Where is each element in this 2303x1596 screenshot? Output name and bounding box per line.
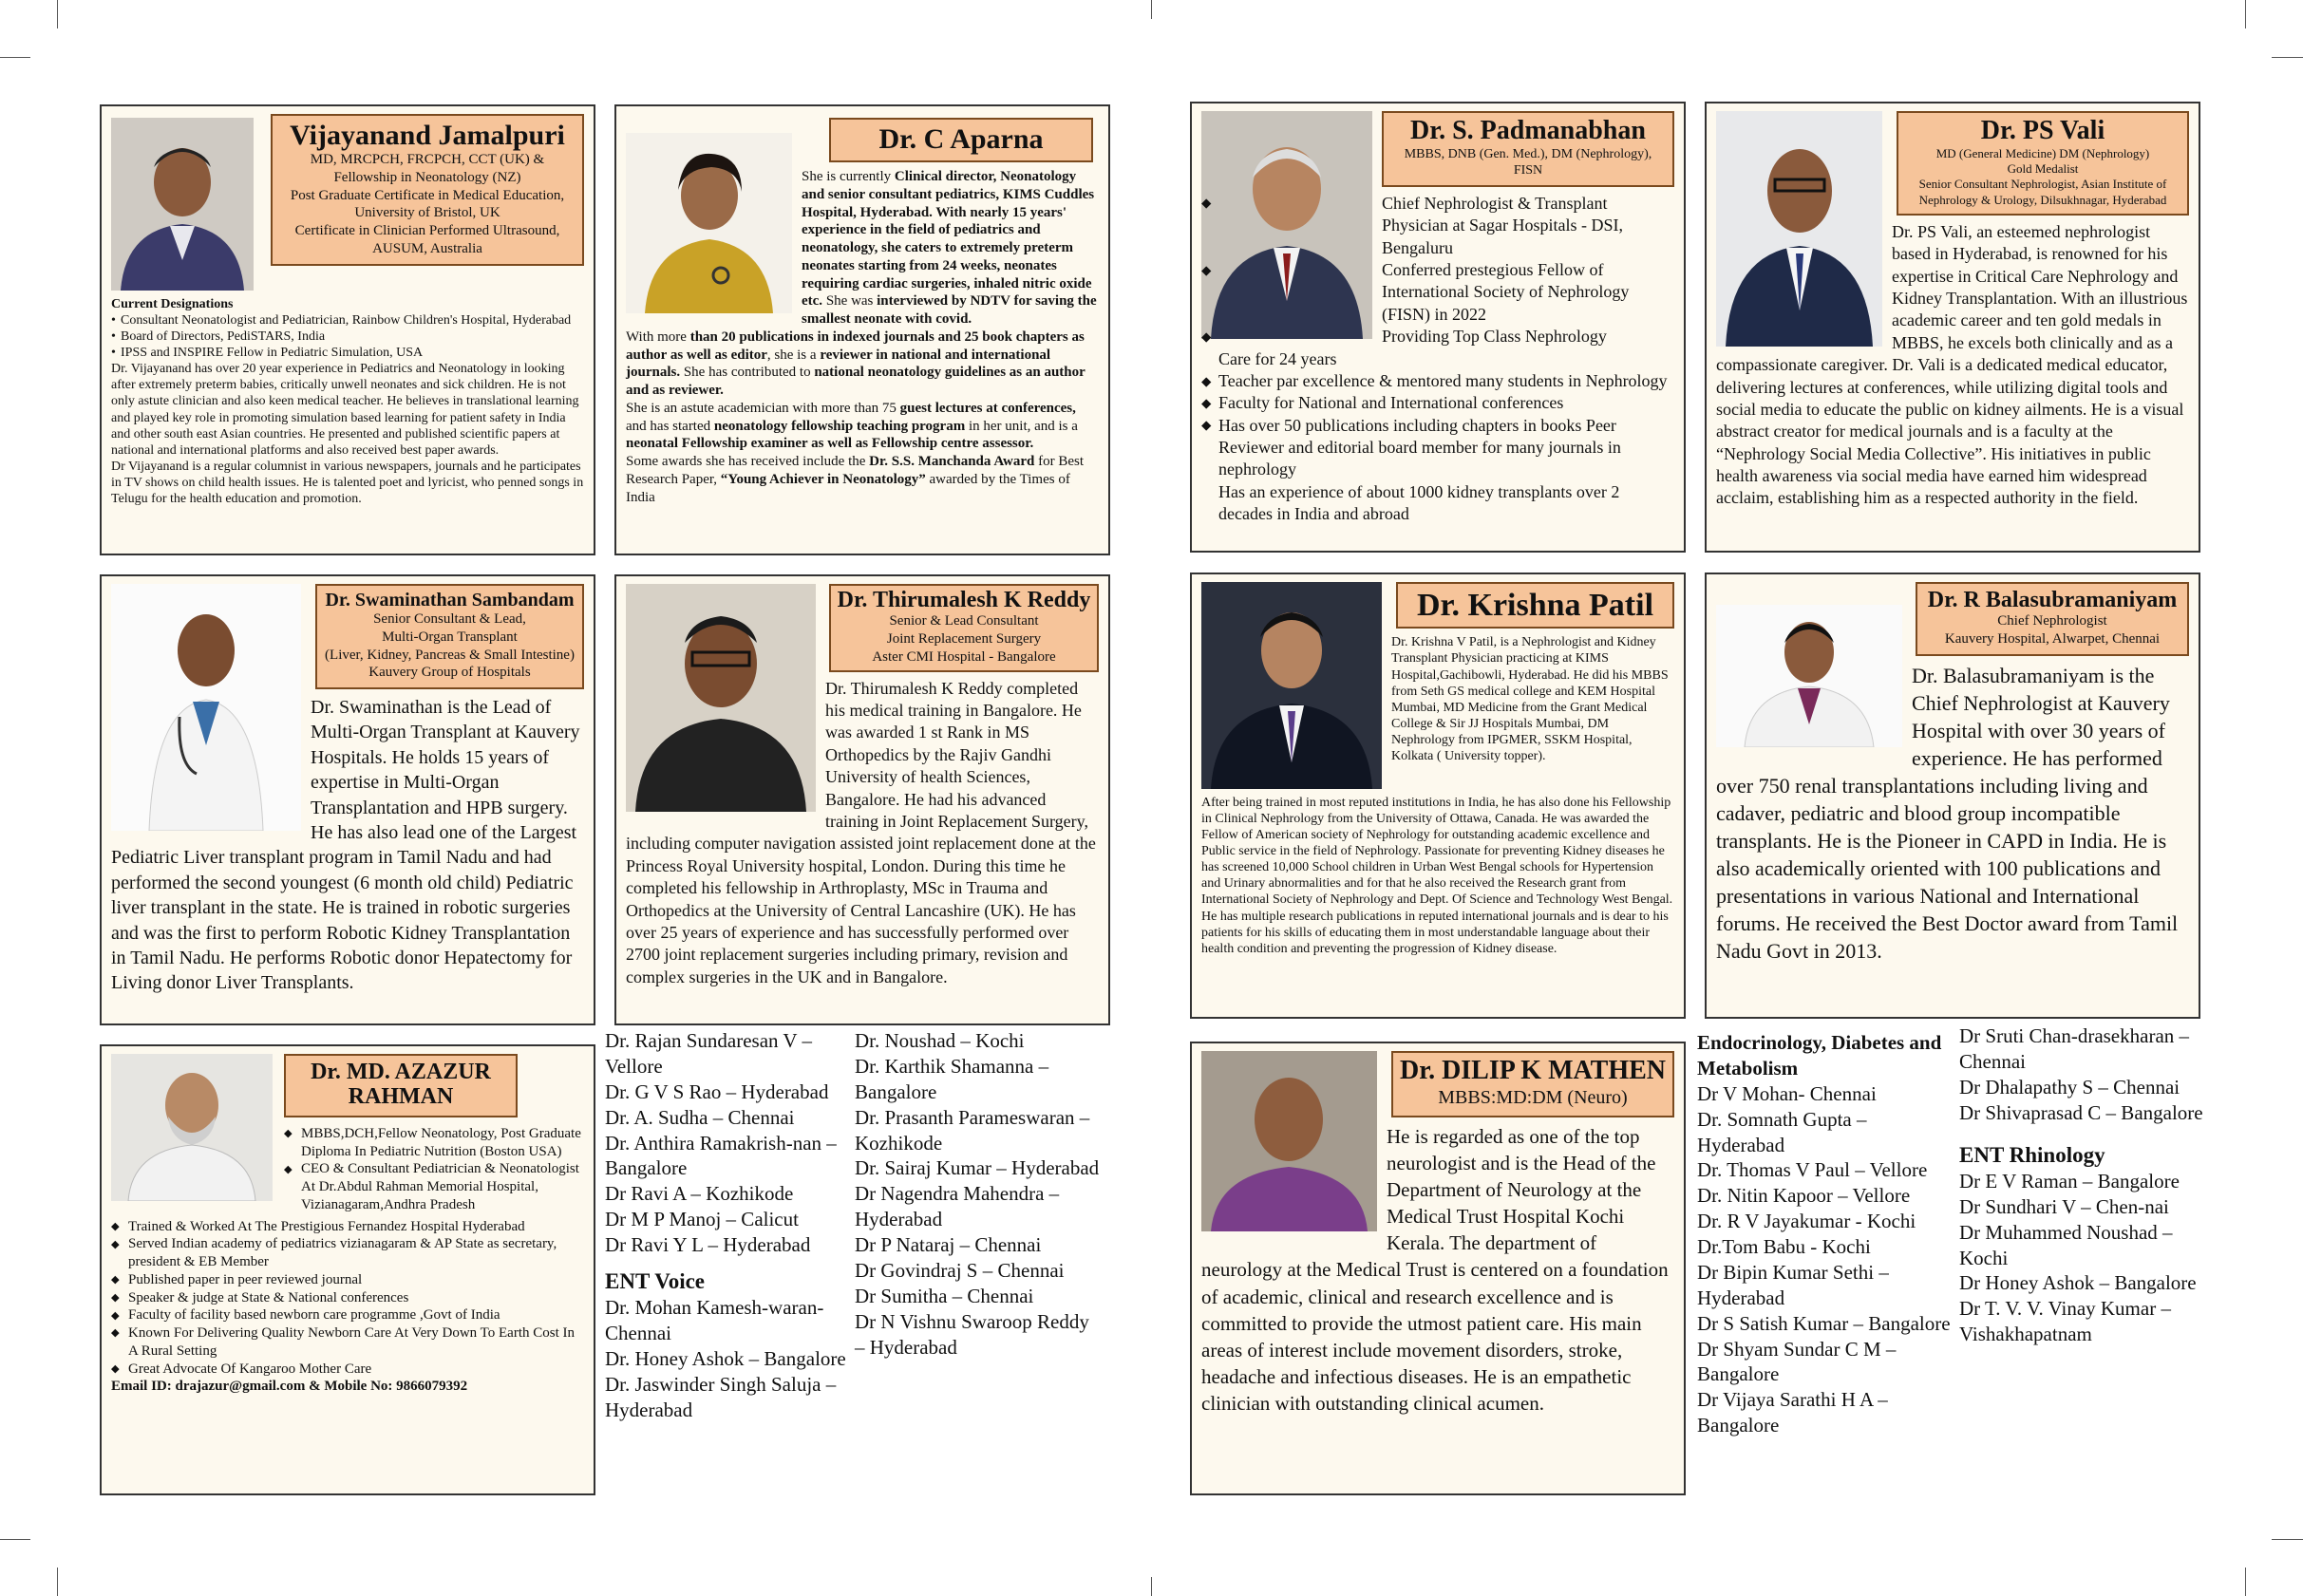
list-item: Dr M P Manoj – Calicut xyxy=(605,1208,799,1231)
profile-card-aparna xyxy=(614,104,1110,555)
list-item: • Board of Directors, PediSTARS, India xyxy=(111,329,584,345)
qualification-line: Post Graduate Certificate in Medical Education, xyxy=(290,187,565,203)
portrait-icon xyxy=(111,118,254,291)
bio-text: , she is a xyxy=(766,347,821,363)
list-item: ◆ Published paper in peer reviewed journal xyxy=(111,1271,584,1289)
qualification-line: Nephrology & Urology, Dilsukhnagar, Hyderabad xyxy=(1918,192,2167,207)
portrait-icon xyxy=(1716,605,1902,747)
list-item: ◆ Chief Nephrologist & Transplant Physician at Sagar Hospitals - DSI, Bengaluru xyxy=(1201,193,1674,259)
qualification-line: (Liver, Kidney, Pancreas & Small Intestine) xyxy=(325,647,575,663)
list-item: ◆ Trained & Worked At The Prestigious Fernandez Hospital Hyderabad xyxy=(111,1218,584,1236)
bio-text: Clinical director, Neonatology and senior consultant pediatrics, KIMS Cuddles Hospital, Hyderabad. With nearly 15 years' experience in the field of pediatrics and neonatology, she caters to extremely preterm neonates starting from 24 weeks, neonates requiring cardiac surgeries, inhaled nitric oxide etc. xyxy=(802,169,1095,310)
list-item: ◆ Faculty for National and International conferences xyxy=(1201,392,1674,414)
doctor-name: Dr. C Aparna xyxy=(878,123,1044,155)
doctor-photo xyxy=(111,584,301,831)
list-item: ◆ MBBS,DCH,Fellow Neonatology, Post Graduate Diploma In Pediatric Nutrition (Boston USA) xyxy=(284,1125,584,1161)
doctor-name: Dr. PS Vali xyxy=(1980,116,2105,145)
qualification-line: Multi-Organ Transplant xyxy=(382,629,518,645)
portrait-icon xyxy=(626,133,792,313)
doctor-list-column xyxy=(605,1028,850,1423)
doctor-photo xyxy=(111,118,254,291)
doctor-photo xyxy=(1716,111,1882,347)
crop-mark xyxy=(1151,1577,1152,1596)
list-item: Dr V Mohan- Chennai xyxy=(1697,1081,1877,1105)
crop-mark xyxy=(2245,1568,2246,1596)
profile-card-azazur xyxy=(100,1044,595,1495)
qualification-line: Joint Replacement Surgery xyxy=(886,631,1042,648)
list-item: ◆ Known For Delivering Quality Newborn Care At Very Down To Earth Cost In A Rural Setting xyxy=(111,1324,584,1361)
qualification-line: MBBS, DNB (Gen. Med.), DM (Nephrology), xyxy=(1404,146,1652,161)
profile-card-bala xyxy=(1705,573,2200,1019)
qualification-line: Kauvery Group of Hospitals xyxy=(368,665,531,681)
bio-text: neonatology fellowship teaching program xyxy=(713,418,966,434)
list-item: Dr. Karthik Shamanna – Bangalore xyxy=(855,1054,1049,1103)
list-item: Dr P Nataraj – Chennai xyxy=(855,1233,1042,1256)
bio-text: than 20 publications in indexed journals and 25 book chapters as author as well as editor xyxy=(626,329,1085,363)
profile-card-swaminathan xyxy=(100,574,595,1025)
bio-text: Dr. S.S. Manchanda Award xyxy=(869,454,1035,469)
bio-text: Has an experience of about 1000 kidney transplants over 2 decades in India and abroad xyxy=(1218,481,1620,524)
list-item: Dr Dhalapathy S – Chennai xyxy=(1959,1075,2180,1098)
list-item: Dr E V Raman – Bangalore xyxy=(1959,1169,2180,1192)
qualification-line: MD (General Medicine) DM (Nephrology) xyxy=(1935,145,2150,160)
crop-mark xyxy=(2272,57,2303,58)
bio-paragraph: Dr. Thirumalesh K Reddy completed his medical training in Bangalore. He was awarded 1 st Rank in MS Orthopedics by the Rajiv Gandhi University of health Sciences, Bangalore. He had his advanced training in Joint Replacement Surgery, including computer navigation assisted joint replacement done at the Princess Royal University hospital, London. During this time he completed his fellowship in Arthroplasty, MSc in Trauma and Orthopedics at the University of Central Lancashire (UK). He has over 25 years of experience and has successfully performed over 2700 joint replacement surgeries including primary, revision and complex surgeries in the UK and in Bangalore. xyxy=(626,678,1096,986)
doctor-list-column xyxy=(855,1028,1102,1360)
list-item: Dr. Prasanth Parameswaran – Kozhikode xyxy=(855,1105,1090,1155)
list-item: ◆ Teacher par excellence & mentored many students in Nephrology xyxy=(1201,370,1674,392)
list-item: Dr. Rajan Sundaresan V – Vellore xyxy=(605,1029,812,1078)
list-item: Dr. G V S Rao – Hyderabad xyxy=(605,1080,829,1103)
list-item: ◆ Faculty of facility based newborn care programme ,Govt of India xyxy=(111,1306,584,1324)
bio-paragraph: He is regarded as one of the top neurologist and is the Head of the Department of Neurology at the Medical Trust Hospital Kochi Kerala. The department of neurology at the Medical Trust is centered on a foundation of academic, clinical and research excellence and is committed to provide the utmost patient care. His main areas of interest include movement disorders, stroke, headache and infectious diseases. He is an empathetic clinician with outstanding clinical acumen. xyxy=(1201,1124,1669,1416)
bio-paragraph: Dr. Balasubramaniyam is the Chief Nephrologist at Kauvery Hospital with over 30 years of experience. He has performed over 750 renal transplantations including living and cadaver, pediatric and blood group incompatible transplants. He is the Pioneer in CAPD in India. He is also academically oriented with 100 publications and presentations in various National and International forums. He received the Best Doctor award from Tamil Nadu Govt in 2013. xyxy=(1716,663,2179,964)
doctor-name: Dr. DILIP K MATHEN xyxy=(1399,1056,1667,1085)
list-item: Dr. Somnath Gupta – Hyderabad xyxy=(1697,1107,1867,1156)
crop-mark xyxy=(2272,1539,2303,1540)
list-item: • Consultant Neonatologist and Pediatrician, Rainbow Children's Hospital, Hyderabad xyxy=(111,312,584,329)
list-item: Dr. A. Sudha – Chennai xyxy=(605,1105,795,1129)
doctor-photo xyxy=(1201,582,1382,789)
doctor-photo xyxy=(626,133,792,313)
doctor-name: Dr. Thirumalesh K Reddy xyxy=(837,588,1091,612)
bio-text: for Best Research Paper, xyxy=(626,454,1085,487)
list-item: Dr Vijaya Sarathi H A – Bangalore xyxy=(1697,1388,1888,1437)
contact-info: Email ID: drajazur@gmail.com & Mobile No: 9866079392 xyxy=(111,1379,468,1395)
doctor-list-column xyxy=(1959,1023,2206,1347)
portrait-icon xyxy=(111,584,301,831)
list-item: Dr Sumitha – Chennai xyxy=(855,1284,1034,1307)
bio-text: in her unit, and is a xyxy=(965,418,1078,434)
portrait-icon xyxy=(626,584,816,812)
qualification-line: Senior & Lead Consultant xyxy=(889,613,1039,629)
bio-text: She is currently xyxy=(802,169,895,184)
qualification-line: MD, MRCPCH, FRCPCH, CCT (UK) & xyxy=(310,152,545,167)
doctor-name: Dr. S. Padmanabhan xyxy=(1410,116,1646,145)
list-item: ◆ Great Advocate Of Kangaroo Mother Care xyxy=(111,1361,584,1379)
profile-card-dilip xyxy=(1190,1042,1686,1495)
list-item: Dr. Sairaj Kumar – Hyderabad xyxy=(855,1156,1100,1180)
bio-paragraph: Dr. Krishna V Patil, is a Nephrologist and Kidney Transplant Physician practicing at KIMS Hospital,Gachibowli, Hyderabad. He did his MBBS from Seth GS medical college and KEM Hospital Mumbai, MD Medicine from the Grant Medical College & Sir JJ Hospitals Mumbai, DM Nephrology from IPGMER, SSKM Hospital, Kolkata ( University topper). xyxy=(1391,635,1669,763)
doctor-name: Vijayanand Jamalpuri xyxy=(290,120,565,151)
list-item: ◆ Conferred prestegious Fellow of International Society of Nephrology (FISN) in 2022 xyxy=(1201,259,1674,326)
list-item: Dr Govindraj S – Chennai xyxy=(855,1258,1065,1282)
bio-text: reviewer in national and international journals. xyxy=(626,347,1051,381)
list-item: Dr Bipin Kumar Sethi – Hyderabad xyxy=(1697,1260,1889,1309)
qualification-line: Fellowship in Neonatology (NZ) xyxy=(333,169,521,185)
name-box xyxy=(1916,582,2189,656)
name-box xyxy=(829,118,1093,162)
bio-text: awarded by the Times of India xyxy=(626,471,1070,505)
portrait-icon xyxy=(1201,1051,1377,1231)
section-heading: ENT Voice xyxy=(605,1268,706,1293)
list-item: ◆ Speaker & judge at State & National conferences xyxy=(111,1289,584,1307)
bio-text: Some awards she has received include the xyxy=(626,454,870,469)
list-item: Dr. Noushad – Kochi xyxy=(855,1029,1025,1052)
doctor-list-column xyxy=(1697,1030,1954,1438)
list-item: ◆ Providing Top Class Nephrology xyxy=(1201,326,1674,347)
qualification-line: Chief Nephrologist xyxy=(1997,613,2107,629)
list-item: Dr. Anthira Ramakrish-nan – Bangalore xyxy=(605,1131,837,1180)
doctor-name: Dr. MD. AZAZUR RAHMAN xyxy=(311,1060,491,1110)
bio-paragraph: Dr Vijayanand is a regular columnist in various newspapers, journals and he participates in TV shows on child health issues. He is talented poet and lyricist, who penned songs in Telugu for the health education and promotion. xyxy=(111,459,584,506)
name-box xyxy=(1391,1051,1674,1117)
bio-text: and has started xyxy=(626,418,714,434)
name-box xyxy=(315,584,584,689)
crop-mark xyxy=(57,0,58,28)
bio-paragraph: After being trained in most reputed institutions in India, he has also done his Fellowship in Clinical Nephrology from the University of Ottawa, Canada. He was awarded the Fellow of American society of Nephrology for outstanding academic excellence and Public service in the field of Nephrology. Passionate for preventing Kidney diseases he has screened 10,000 School children in Urban West Bengal schools for Hypertension and Urinary abnormalities and for that he also received the Research grant from International Society of Nephrology and Dept. Of Science and Technology West Bengal. He has multiple research publications in reputed international journals and is dear to his patients for his skills of educating them in most understandable language about their health condition and preventing the progression of Kidney disease. xyxy=(1201,796,1673,956)
doctor-photo xyxy=(1201,1051,1377,1231)
crop-mark xyxy=(1151,0,1152,19)
list-item: ◆ Served Indian academy of pediatrics vizianagaram & AP State as secretary, president & EB Member xyxy=(111,1235,584,1271)
section-heading: Endocrinology, Diabetes and Metabolism xyxy=(1697,1031,1942,1080)
bio-text: “Young Achiever in Neonatology” xyxy=(720,471,926,487)
bio-text: guest lectures at conferences, xyxy=(899,400,1076,416)
portrait-icon xyxy=(111,1054,273,1201)
list-item: Dr. Thomas V Paul – Vellore xyxy=(1697,1158,1928,1182)
list-item: Dr. Honey Ashok – Bangalore xyxy=(605,1347,846,1371)
profile-card-padmanabhan xyxy=(1190,102,1686,553)
crop-mark xyxy=(0,1539,30,1540)
qualification-line: Senior Consultant & Lead, xyxy=(373,611,526,627)
list-item: Dr Sruti Chan-drasekharan – Chennai xyxy=(1959,1024,2190,1073)
list-item: Dr S Satish Kumar – Bangalore xyxy=(1697,1311,1951,1335)
list-item: Dr Shyam Sundar C M – Bangalore xyxy=(1697,1337,1897,1386)
name-box xyxy=(1382,111,1674,187)
list-item: ◆ CEO & Consultant Pediatrician & Neonatologist At Dr.Abdul Rahman Memorial Hospital, Vizianagaram,Andhra Pradesh xyxy=(284,1160,584,1213)
list-item-continuation: Care for 24 years xyxy=(1218,348,1337,368)
list-item: Dr Ravi Y L – Hyderabad xyxy=(605,1233,811,1256)
list-item: Dr Shivaprasad C – Bangalore xyxy=(1959,1100,2203,1124)
list-item: Dr Sundhari V – Chen-nai xyxy=(1959,1194,2169,1218)
doctor-name: Dr. Swaminathan Sambandam xyxy=(325,590,575,610)
section-heading: ENT Rhinology xyxy=(1959,1142,2105,1167)
bio-text: She has contributed to xyxy=(680,365,815,381)
bio-text: She is an astute academician with more than 75 xyxy=(626,400,900,416)
doctor-photo xyxy=(1716,605,1902,747)
portrait-icon xyxy=(1716,111,1882,347)
name-box xyxy=(829,584,1099,672)
profile-card-vijayanand xyxy=(100,104,595,555)
bio-paragraph: Dr. PS Vali, an esteemed nephrologist based in Hyderabad, is renowned for his expertise in Critical Care Nephrology and Kidney Transplantation. With an illustrious academic career and ten gold medals in MBBS, he excels both clinically and as a compassionate caregiver. Dr. Vali is a dedicated medical educator, delivering lectures at conferences, while utilizing digital tools and social media to educate the public on kidney ailments. He is a visual abstract creator for medical journals and is a faculty at the “Nephrology Social Media Collective”. His initiatives in public health awareness via social media have earned him widespread acclaim, establishing him as a respected authority in the field. xyxy=(1716,221,2188,508)
bio-paragraph: Dr. Vijayanand has over 20 year experience in Pediatrics and Neonatology in looking after extremely preterm babies, critically unwell neonates and sick children. He is not only astute clinician and also keen medical teacher. He believes in translational learning and played key role in promoting simulation based learning for patient safety in India and other south east Asian countries. He presented and published scientific papers at national and international platforms and also received best paper awards. xyxy=(111,362,579,458)
list-item: Dr Ravi A – Kozhikode xyxy=(605,1182,794,1206)
bio-text: With more xyxy=(626,329,690,345)
doctor-name: Dr. Krishna Patil xyxy=(1416,588,1654,623)
name-box xyxy=(271,114,584,266)
bio-paragraph: Dr. Swaminathan is the Lead of Multi-Organ Transplant at Kauvery Hospitals. He holds 15 years of expertise in Multi-Organ Transplantation and HPB surgery. He has also lead one of the Largest Pediatric Liver transplant program in Tamil Nadu and had performed the second youngest (6 month old child) Pediatric liver transplant in the state. He is trained in robotic surgeries and was the first to perform Robotic Kidney Transplantation in Tamil Nadu. He performs Robotic donor Hepatectomy for Living donor Liver Transplants. xyxy=(111,697,580,994)
bio-text: interviewed by NDTV for saving the smallest neonate with covid. xyxy=(802,293,1097,327)
crop-mark xyxy=(0,57,30,58)
qualification-line: Certificate in Clinician Performed Ultrasound, xyxy=(294,223,560,238)
name-box xyxy=(1897,111,2189,216)
qualification-line: Senior Consultant Nephrologist, Asian Institute of xyxy=(1918,177,2167,192)
list-item: Dr N Vishnu Swaroop Reddy – Hyderabad xyxy=(855,1309,1089,1359)
qualification-line: Aster CMI Hospital - Bangalore xyxy=(872,648,1056,665)
list-item: Dr Honey Ashok – Bangalore xyxy=(1959,1271,2197,1295)
list-item: Dr. Nitin Kapoor – Vellore xyxy=(1697,1184,1911,1208)
qualification-line: MBBS:MD:DM (Neuro) xyxy=(1438,1086,1628,1108)
qualification-line: Gold Medalist xyxy=(2007,161,2079,177)
list-item: Dr. Jaswinder Singh Saluja – Hyderabad xyxy=(605,1372,837,1421)
crop-mark xyxy=(2245,0,2246,28)
list-item: • IPSS and INSPIRE Fellow in Pediatric Simulation, USA xyxy=(111,345,584,361)
list-item: ◆ Has over 50 publications including chapters in books Peer Reviewer and editorial board member for many journals in nephrology xyxy=(1201,415,1674,481)
list-item: Dr T. V. V. Vinay Kumar – Vishakhapatnam xyxy=(1959,1297,2171,1346)
bio-text: neonatal Fellowship examiner as well as Fellowship centre assessor. xyxy=(626,436,1034,452)
qualification-line: FISN xyxy=(1513,163,1543,178)
doctor-photo xyxy=(626,584,816,812)
list-item: Dr Muhammed Noushad – Kochi xyxy=(1959,1220,2173,1269)
profile-card-krishna xyxy=(1190,573,1686,1019)
name-box xyxy=(1396,582,1674,629)
doctor-name: Dr. R Balasubramaniyam xyxy=(1927,588,2178,612)
qualification-line: AUSUM, Australia xyxy=(372,240,482,256)
crop-mark xyxy=(57,1568,58,1596)
qualification-line: University of Bristol, UK xyxy=(354,205,500,221)
portrait-icon xyxy=(1201,582,1382,789)
list-item: Dr.Tom Babu - Kochi xyxy=(1697,1235,1871,1258)
doctor-photo xyxy=(111,1054,273,1201)
list-item: Dr Nagendra Mahendra – Hyderabad xyxy=(855,1182,1060,1231)
list-item: Dr. R V Jayakumar - Kochi xyxy=(1697,1210,1916,1233)
qualification-line: Kauvery Hospital, Alwarpet, Chennai xyxy=(1944,631,2161,648)
bio-text: She was xyxy=(822,293,878,310)
name-box xyxy=(284,1054,518,1117)
profile-card-psvali xyxy=(1705,102,2200,553)
list-item: Dr. Mohan Kamesh-waran- Chennai xyxy=(605,1296,824,1345)
profile-card-thirumalesh xyxy=(614,574,1110,1025)
bio-text: national neonatology guidelines as an author and as reviewer. xyxy=(626,365,1085,398)
section-heading: Current Designations xyxy=(111,297,234,311)
